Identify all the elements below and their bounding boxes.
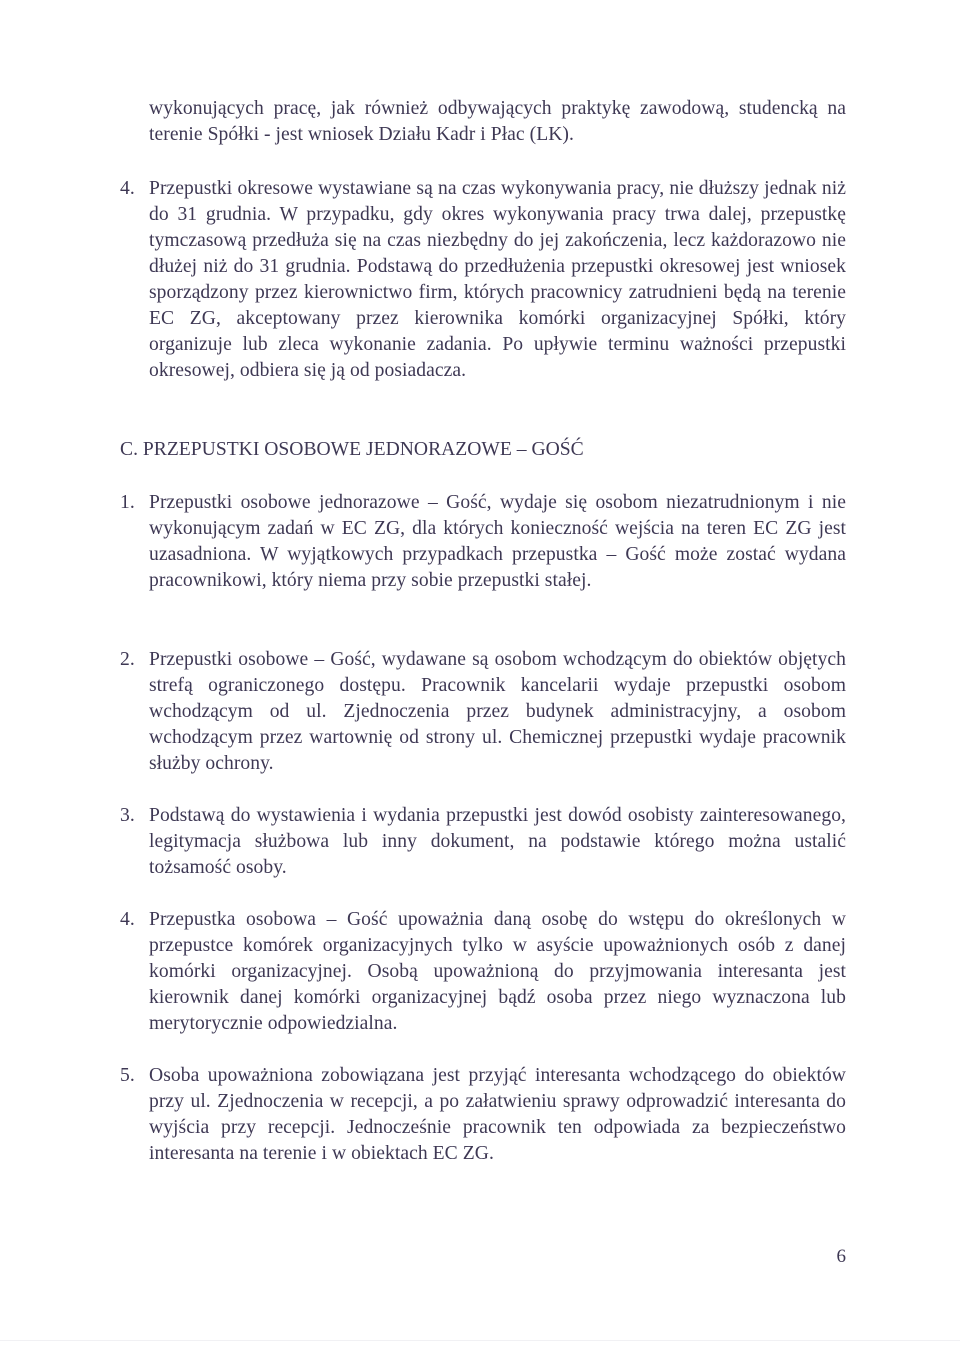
item-text: Przepustki osobowe – Gość, wydawane są osobom wchodzącym do obiektów objętych strefą ograniczonego dostępu. Pracownik kancelarii wydaje przepustki osobom wchodzącym od ul. Zjednoczenia przez budynek administracyjny, a osobom wchodzącym przez wartownię od strony ul. Chemicznej przepustki wydaje pracownik służby ochrony.	[149, 649, 846, 774]
page-number: 6	[836, 1246, 846, 1267]
item-number: 4.	[120, 178, 135, 199]
item-number: 3.	[120, 805, 135, 826]
section-c-heading: C. PRZEPUSTKI OSOBOWE JEDNORAZOWE – GOŚĆ	[120, 439, 584, 460]
item-number: 5.	[120, 1065, 135, 1086]
item-text: Osoba upoważniona zobowiązana jest przyjąć interesanta wchodzącego do obiektów przy ul. Zjednoczenia w recepcji, a po załatwieniu sprawy odprowadzić interesanta do wyjścia przy recepcji. Jednocześnie pracownik ten odpowiada za bezpieczeństwo interesanta na terenie i w obiektach EC ZG.	[149, 1065, 846, 1164]
section-c-item-3	[120, 803, 846, 881]
scan-edge-divider	[0, 1340, 960, 1341]
intro-paragraph: wykonujących pracę, jak również odbywających praktykę zawodową, studencką na terenie Spółki - jest wniosek Działu Kadr i Płac (LK).	[149, 98, 846, 145]
item-text: Przepustki osobowe jednorazowe – Gość, wydaje się osobom niezatrudnionym i nie wykonującym zadań w EC ZG, dla których konieczność wejścia na teren EC ZG jest uzasadniona. W wyjątkowych przypadkach przepustka – Gość może zostać wydana pracownikowi, który niema przy sobie przepustki stałej.	[149, 492, 846, 591]
item-number: 1.	[120, 492, 135, 513]
item-text: Przepustka osobowa – Gość upoważnia daną osobę do wstępu do określonych w przepustce komórek organizacyjnych tylko w asyście upoważnionych osób z danej komórki organizacyjnej. Osobą upoważnioną do przyjmowania interesanta jest kierownik danej komórki organizacyjnej bądź osoba przez niego wyznaczona lub merytorycznie odpowiedzialna.	[149, 909, 846, 1034]
item-text: Podstawą do wystawienia i wydania przepustki jest dowód osobisty zainteresowanego, legitymacja służbowa lub inny dokument, na podstawie którego można ustalić tożsamość osoby.	[149, 805, 846, 878]
section-c-item-1	[120, 490, 846, 594]
item-number: 2.	[120, 649, 135, 670]
section-c-item-2	[120, 647, 846, 777]
section-b-item-4	[120, 176, 846, 384]
item-number: 4.	[120, 909, 135, 930]
section-c-item-4	[120, 907, 846, 1037]
item-text: Przepustki okresowe wystawiane są na czas wykonywania pracy, nie dłuższy jednak niż do 31 grudnia. W przypadku, gdy okres wykonywania pracy trwa dalej, przepustkę tymczasową przedłuża się na czas niezbędny do jej zakończenia, lecz każdorazowo nie dłużej niż do 31 grudnia. Podstawą do przedłużenia przepustki okresowej jest wniosek sporządzony przez kierownictwo firm, których pracownicy zatrudnieni będą na terenie EC ZG, akceptowany przez kierownika komórki organizacyjnej Spółki, który organizuje lub zleca wykonanie zadania. Po upływie terminu ważności przepustki okresowej, odbiera się ją od posiadacza.	[149, 178, 846, 381]
section-c-item-5	[120, 1063, 846, 1167]
